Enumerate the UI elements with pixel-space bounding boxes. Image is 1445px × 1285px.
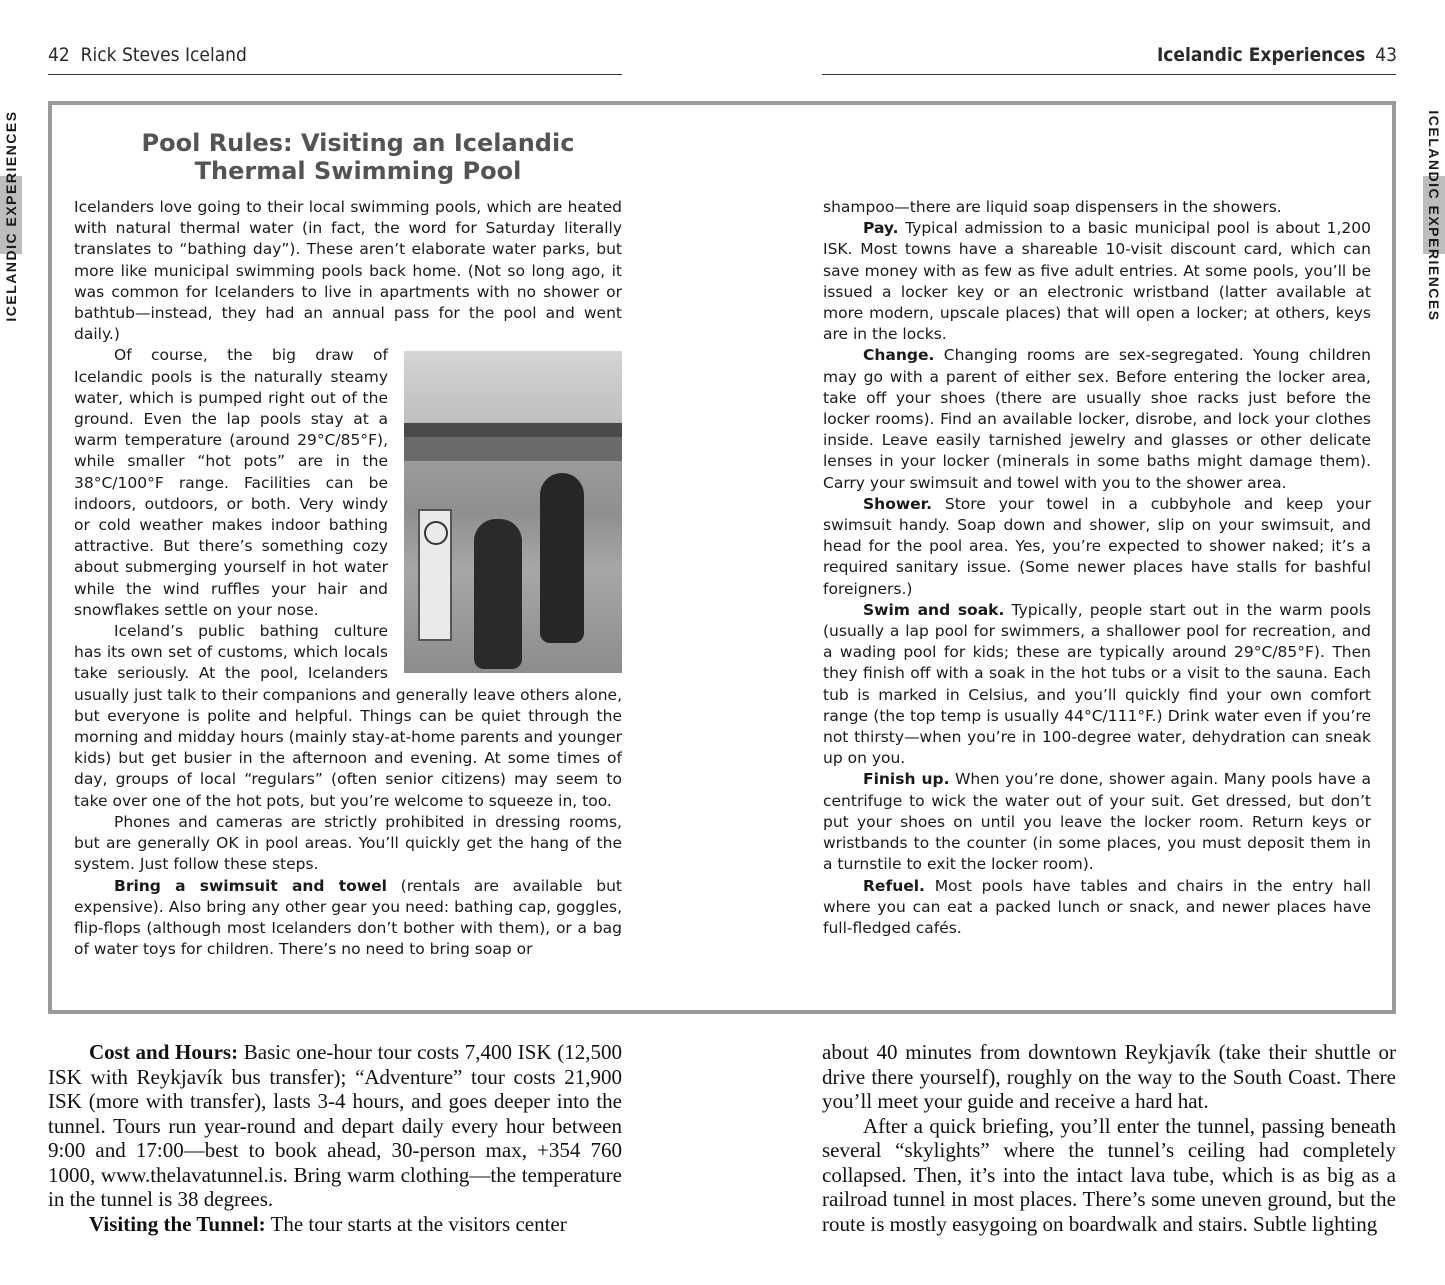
paragraph-text: Phones and cameras are strictly prohibited in dressing rooms, but are generally OK in pool areas. You’ll quickly get the hang of the system. Just follow these steps.	[74, 812, 622, 874]
step-heading: Bring a swimsuit and towel	[114, 876, 387, 895]
photo-sign	[418, 509, 452, 641]
main-text-right	[822, 1040, 1396, 1236]
sidebar-column-2	[823, 197, 1371, 939]
paragraph	[823, 197, 1371, 218]
paragraph	[74, 197, 622, 345]
section-title: Icelandic Experiences	[1156, 44, 1366, 66]
run-in-heading: Cost and Hours:	[89, 1040, 239, 1064]
paragraph-text: After a quick briefing, you’ll enter the tunnel, passing beneath several “skylights” where the tunnel’s ceiling had completely collapsed. Then, it’s into the intact lava tube, which is as big as a railroad tunnel in most places. There’s some uneven ground, but the route is mostly easygoing on boardwalk and stairs. Subtle lighting	[822, 1113, 1396, 1236]
header-rule-left	[48, 74, 622, 75]
paragraph-text: When you’re done, shower again. Many pools have a centrifuge to wick the water out of your suit. Get dressed, but don’t put your shoes on until you leave the locker room. Return keys or wristbands to the counter (in some places, you must deposit them in a turnstile to exit the locker room).	[823, 770, 1371, 874]
paragraph	[74, 876, 622, 961]
paragraph-text: Most pools have tables and chairs in the entry hall where you can eat a packed lunch or snack, and newer places have full-fledged cafés.	[823, 876, 1371, 937]
paragraph	[823, 769, 1371, 875]
paragraph-text: Store your towel in a cubbyhole and keep your swimsuit handy. Soap down and shower, slip on your swimsuit, and head for the pool area. Yes, you’re expected to shower naked; it’s a required sanitary issue. (Some newer places have stalls for bashful foreigners.)	[823, 494, 1371, 598]
step-heading: Swim and soak.	[863, 600, 1005, 619]
paragraph-text: shampoo—there are liquid soap dispensers in the showers.	[823, 198, 1282, 216]
thumb-tab-label: ICELANDIC EXPERIENCES	[1426, 110, 1442, 322]
paragraph-text: Changing rooms are sex-segregated. Young children may go with a parent of either sex. Before entering the locker area, take off your shoes (there are usually shoe racks just before the locker rooms). Find an available locker, disrobe, and lock your clothes inside. Leave easily tarnished jewelry and glasses or other delicate lenses in your locker (minerals in some baths might damage them). Carry your swimsuit and towel with you to the shower area.	[823, 346, 1371, 492]
paragraph	[822, 1040, 1396, 1114]
step-heading: Shower.	[863, 494, 933, 513]
paragraph-text: Iceland’s public bathing culture has its own set of customs, which locals take seriously. At the pool, Icelanders usually just talk to their companions and generally leave others alone, but everyone is polite and helpful. Things can be quiet through the morning and midday hours (mainly stay-at-home parents and younger kids) but get busier in the afternoon and evening. At some times of day, groups of local “regulars” (often senior citizens) may seem to take over one of the hot pots, but you’re welcome to squeeze in, too.	[74, 622, 622, 810]
paragraph-text: The tour starts at the visitors center	[265, 1211, 567, 1236]
sidebar-title-line: Thermal Swimming Pool	[194, 157, 522, 185]
paragraph-text: Basic one-hour tour costs 7,400 ISK (12,500 ISK with Reykjavík bus transfer); “Adventure” tour costs 21,900 ISK (more with transfer), lasts 3-4 hours, and goes deeper into the tunnel. Tours run year-round and depart daily every hour between 9:00 and 17:00—best to book ahead, 30-person max, +354 760 1000, www.thelavatunnel.is. Bring warm clothing—the temperature in the tunnel is 38 degrees.	[48, 1040, 622, 1211]
photo-trees	[404, 423, 622, 437]
main-text-left	[48, 1040, 622, 1236]
paragraph-text: Icelanders love going to their local swimming pools, which are heated with natural thermal water (in fact, the word for Saturday literally translates to “bathing day”). These aren’t elaborate water parks, but more like municipal swimming pools back home. (Not so long ago, it was common for Icelanders to live in apartments with no shower or bathtub—instead, they had an annual pass for the pool and went daily.)	[74, 198, 622, 344]
step-heading: Change.	[863, 346, 935, 365]
photo-swimmer	[540, 473, 584, 643]
paragraph	[74, 812, 622, 876]
thumb-tab-label: ICELANDIC EXPERIENCES	[3, 110, 19, 322]
paragraph	[823, 876, 1371, 940]
step-heading: Pay.	[863, 219, 899, 238]
header-rule-right	[822, 74, 1396, 75]
paragraph-text: Typical admission to a basic municipal pool is about 1,200 ISK. Most towns have a shareable 10-visit discount card, which can save money with as few as five adult entries. At some pools, you’ll be issued a locker key or an electronic wristband (latter available at more modern, upscale places) that will open a locker; at others, keys are in the locks.	[823, 219, 1371, 344]
sidebar-box	[48, 101, 1396, 1014]
step-heading: Refuel.	[863, 876, 925, 895]
running-head-right	[1157, 44, 1397, 66]
thumb-tab-right	[1423, 100, 1445, 332]
running-head-left	[48, 44, 247, 66]
paragraph-text: about 40 minutes from downtown Reykjavík (take their shuttle or drive there yourself), roughly on the way to the South Coast. There you’ll meet your guide and receive a hard hat.	[822, 1040, 1396, 1113]
left-page-number: 42	[48, 44, 70, 66]
paragraph	[823, 218, 1371, 345]
right-page-number: 43	[1375, 44, 1397, 66]
paragraph-text: Of course, the big draw of Icelandic pools is the naturally steamy water, which is pumped right out of the ground. Even the lap pools stay at a warm temperature (around 29°C/85°F), while smaller “hot pots” are in the 38°C/100°F range. Facilities can be indoors, outdoors, or both. Very windy or cold weather makes indoor bathing attractive. But there’s something cozy about submerging yourself in hot water while the wind ruffles your hair and snowflakes settle on your nose.	[74, 346, 388, 619]
paragraph-text: (rentals are available but expensive). Also bring any other gear you need: bathing cap, goggles, flip-flops (although most Icelanders don’t bother with them), or a bag of water toys for children. There’s no need to bring soap or	[74, 876, 623, 959]
run-in-heading: Visiting the Tunnel:	[89, 1211, 266, 1236]
paragraph-text: Typically, people start out in the warm pools (usually a lap pool for swimmers, a shallower pool for recreation, and a wading pool for kids; these are typically around 29°C/85°F). Then they finish off with a soak in the hot tubs or a visit to the sauna. Each tub is marked in Celsius, and you’ll quickly find your own comfort range (the top temp is usually 44°C/111°F.) Drink water even if you’re not thirsty—when you’re in 100-degree water, dehydration can sneak up on you.	[823, 600, 1371, 768]
photo-fence	[404, 437, 622, 461]
sidebar-title-line: Pool Rules: Visiting an Icelandic	[141, 129, 575, 157]
paragraph	[823, 600, 1371, 770]
pool-photo	[404, 351, 622, 673]
paragraph	[48, 1212, 622, 1237]
paragraph	[823, 494, 1371, 600]
thumb-tab-left	[0, 100, 22, 332]
book-title: Rick Steves Iceland	[80, 44, 247, 66]
sidebar-title	[78, 129, 638, 185]
step-heading: Finish up.	[863, 770, 950, 789]
paragraph	[823, 345, 1371, 493]
paragraph	[48, 1040, 622, 1212]
photo-swimmer	[474, 519, 522, 669]
sidebar-column-1	[74, 197, 622, 960]
paragraph	[822, 1114, 1396, 1237]
